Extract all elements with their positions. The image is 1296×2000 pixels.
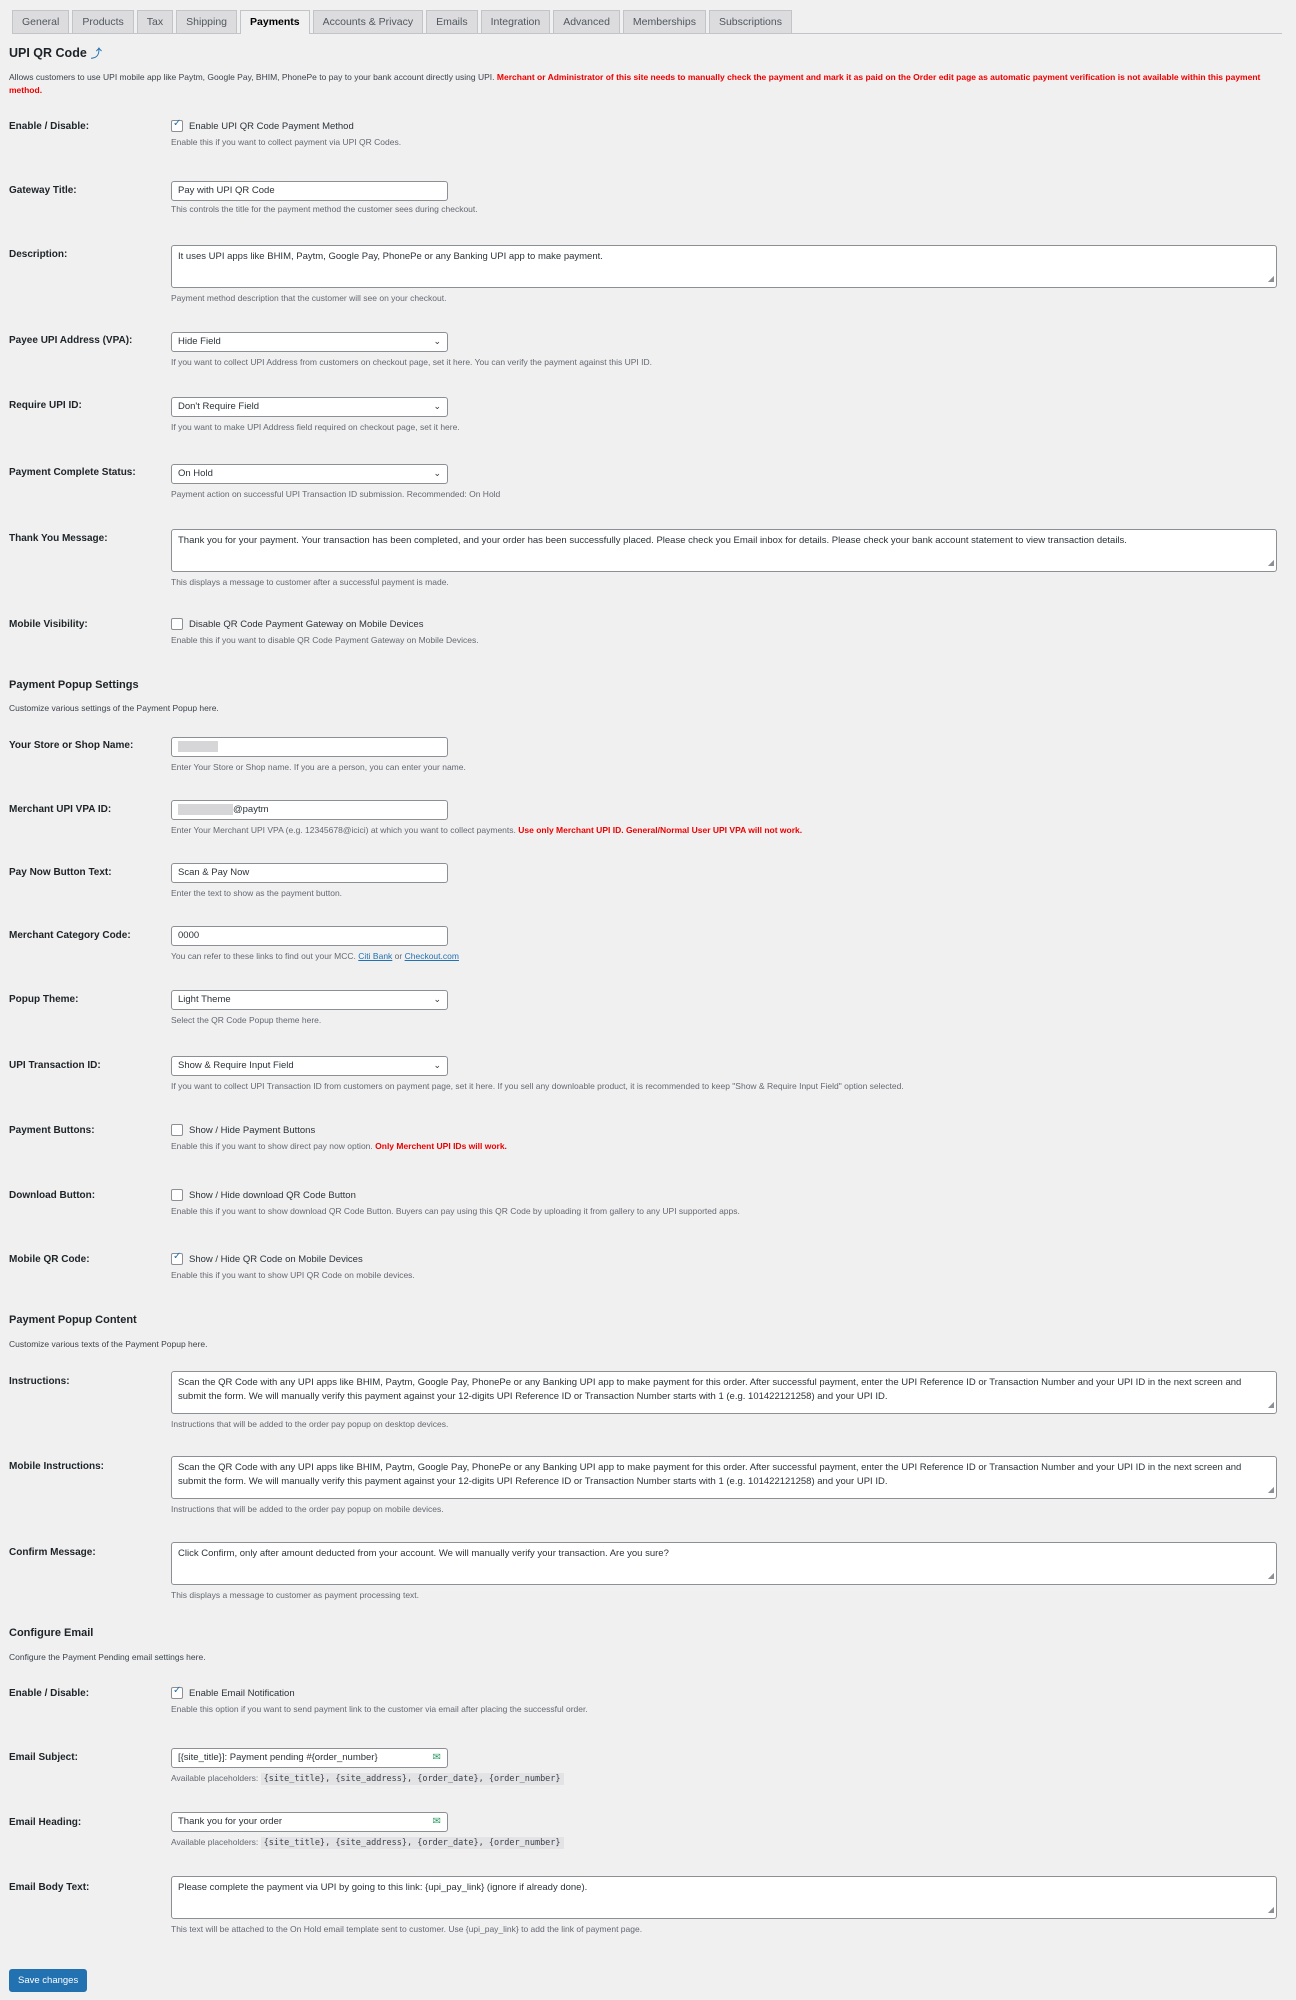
resize-handle-icon[interactable]: ◢ <box>1267 558 1274 567</box>
pay-buttons-help: Enable this if you want to show direct pay now option. <box>171 1141 373 1151</box>
field-store-name <box>171 737 466 772</box>
field-gateway-title <box>171 181 478 214</box>
return-link-icon[interactable]: ⤴ <box>90 48 102 60</box>
email-enable-checkbox[interactable] <box>171 1687 183 1699</box>
email-enable-help: Enable this option if you want to send payment link to the customer via email after placing the successful order. <box>171 1704 588 1714</box>
txn-id-value: Show & Require Input Field <box>178 1060 294 1071</box>
tab-emails[interactable]: Emails <box>426 10 478 33</box>
chevron-down-icon: ⌄ <box>433 1060 441 1070</box>
tab-memberships[interactable]: Memberships <box>623 10 706 33</box>
email-enable-check-label: Enable Email Notification <box>189 1687 295 1699</box>
section-desc-email: Configure the Payment Pending email settings here. <box>9 1652 206 1662</box>
tab-advanced[interactable]: Advanced <box>553 10 620 33</box>
field-payee-vpa <box>171 332 652 367</box>
field-pay-now <box>171 863 448 898</box>
mobile-qr-check-label: Show / Hide QR Code on Mobile Devices <box>189 1253 363 1265</box>
label-email-subject: Email Subject: <box>9 1752 78 1763</box>
chevron-down-icon: ⌄ <box>433 468 441 478</box>
enable-help: Enable this if you want to collect payment via UPI QR Codes. <box>171 137 402 147</box>
email-subject-input[interactable] <box>171 1748 448 1768</box>
pay-buttons-warning: Only Merchent UPI IDs will work. <box>375 1141 507 1151</box>
tab-accounts-privacy[interactable]: Accounts & Privacy <box>313 10 423 33</box>
label-instructions: Instructions: <box>9 1376 70 1387</box>
field-txn-id <box>171 1056 904 1091</box>
label-mcc: Merchant Category Code: <box>9 930 131 941</box>
require-upi-help: If you want to make UPI Address field required on checkout page, set it here. <box>171 422 460 432</box>
label-pay-buttons: Payment Buttons: <box>9 1125 95 1136</box>
confirm-text: Click Confirm, only after amount deducted from your account. We will manually verify your transaction. Are you sure? <box>178 1548 669 1559</box>
email-subject-placeholders <box>171 1773 564 1784</box>
gateway-title-input[interactable]: Pay with UPI QR Code <box>171 181 448 201</box>
complete-status-value: On Hold <box>178 468 213 479</box>
resize-handle-icon[interactable]: ◢ <box>1267 1571 1274 1580</box>
store-name-input[interactable] <box>171 737 448 757</box>
settings-tabs <box>12 10 1282 34</box>
email-body-text: Please complete the payment via UPI by going to this link: {upi_pay_link} (ignore if already done). <box>178 1882 588 1893</box>
description-text: It uses UPI apps like BHIM, Paytm, Google Pay, PhonePe or any Banking UPI app to make payment. <box>178 251 603 262</box>
enable-check-label: Enable UPI QR Code Payment Method <box>189 120 354 132</box>
description-help: Payment method description that the customer will see on your checkout. <box>171 293 447 303</box>
field-mobile-instructions <box>171 1456 1277 1514</box>
mobile-instructions-help: Instructions that will be added to the order pay popup on mobile devices. <box>171 1504 444 1514</box>
label-download: Download Button: <box>9 1190 96 1201</box>
merchant-vpa-warning: Use only Merchant UPI ID. General/Normal User UPI VPA will not work. <box>518 825 803 835</box>
upi-description: Allows customers to use UPI mobile app like Paytm, Google Pay, BHIM, PhonePe to pay to your bank account directly using UPI. <box>9 72 495 82</box>
complete-status-select[interactable] <box>171 464 448 484</box>
mobile-qr-checkbox[interactable] <box>171 1253 183 1265</box>
mcc-help: You can refer to these links to find out your MCC. <box>171 951 356 961</box>
tab-shipping[interactable]: Shipping <box>176 10 237 33</box>
mobile-visibility-checkbox[interactable] <box>171 618 183 630</box>
field-description <box>171 245 1277 303</box>
redacted-block <box>178 804 233 815</box>
enable-checkbox[interactable] <box>171 120 183 132</box>
upi-warning: Merchant or Administrator of this site needs to manually check the payment and mark it as paid on the Order edit page as automatic payment verification is not available within this payment method. <box>9 72 1261 95</box>
label-store-name: Your Store or Shop Name: <box>9 740 134 751</box>
instructions-text: Scan the QR Code with any UPI apps like BHIM, Paytm, Google Pay, PhonePe or any Banking UPI app to make payment for this order. After successful payment, enter the UPI Reference ID or Transaction Number and your UPI ID in the next screen and submit the form. We will manually verify this payment against your 12-digits UPI Reference ID or Transaction Number starts with 1 (e.g. 101422121258) and your UPI ID. <box>178 1377 1242 1402</box>
label-payee-vpa: Payee UPI Address (VPA): <box>9 335 133 346</box>
field-mobile-qr <box>171 1253 415 1280</box>
email-heading-value: Thank you for your order <box>178 1816 283 1827</box>
theme-value: Light Theme <box>178 994 231 1005</box>
section-desc-upi <box>9 71 1279 97</box>
merchant-vpa-input[interactable] <box>171 800 448 820</box>
instructions-help: Instructions that will be added to the order pay popup on desktop devices. <box>171 1419 449 1429</box>
placeholder-code: {site_title}, {site_address}, {order_date}, {order_number} <box>261 1773 564 1785</box>
label-pay-now: Pay Now Button Text: <box>9 867 112 878</box>
download-help: Enable this if you want to show download QR Code Button. Buyers can pay using this QR Code by uploading it from gallery to any UPI supported apps. <box>171 1206 740 1216</box>
tab-subscriptions[interactable]: Subscriptions <box>709 10 792 33</box>
label-gateway-title: Gateway Title: <box>9 185 77 196</box>
mobile-qr-help: Enable this if you want to show UPI QR Code on mobile devices. <box>171 1270 415 1280</box>
gateway-title-help: This controls the title for the payment method the customer sees during checkout. <box>171 204 478 214</box>
mcc-input[interactable]: 0000 <box>171 926 448 946</box>
tab-tax[interactable]: Tax <box>137 10 173 33</box>
section-title-popup-settings: Payment Popup Settings <box>9 679 139 691</box>
pay-buttons-help-row <box>171 1141 507 1151</box>
require-upi-value: Don't Require Field <box>178 401 260 412</box>
placeholders-label: Available placeholders: <box>171 1773 259 1783</box>
label-theme: Popup Theme: <box>9 994 79 1005</box>
field-instructions <box>171 1371 1277 1429</box>
field-merchant-vpa <box>171 800 802 835</box>
field-require-upi <box>171 397 460 432</box>
field-theme <box>171 990 448 1025</box>
label-mobile-visibility: Mobile Visibility: <box>9 619 88 630</box>
field-email-body <box>171 1876 1277 1934</box>
chevron-down-icon: ⌄ <box>433 336 441 346</box>
field-email-heading <box>171 1812 564 1848</box>
label-txn-id: UPI Transaction ID: <box>9 1060 101 1071</box>
label-enable: Enable / Disable: <box>9 121 90 132</box>
payee-vpa-value: Hide Field <box>178 336 221 347</box>
theme-help: Select the QR Code Popup theme here. <box>171 1015 322 1025</box>
label-mobile-qr: Mobile QR Code: <box>9 1254 90 1265</box>
chevron-down-icon: ⌄ <box>433 401 441 411</box>
upi-title: UPI QR Code <box>9 46 87 60</box>
section-desc-popup-settings: Customize various settings of the Payment Popup here. <box>9 703 219 713</box>
label-email-heading: Email Heading: <box>9 1817 82 1828</box>
label-complete-status: Payment Complete Status: <box>9 467 136 478</box>
pay-buttons-checkbox[interactable] <box>171 1124 183 1136</box>
require-upi-select[interactable] <box>171 397 448 417</box>
email-body-textarea[interactable] <box>171 1876 1277 1919</box>
label-email-body: Email Body Text: <box>9 1882 90 1893</box>
label-thank-you: Thank You Message: <box>9 533 108 544</box>
txn-id-select[interactable] <box>171 1056 448 1076</box>
thank-you-help: This displays a message to customer after a successful payment is made. <box>171 577 449 587</box>
mcc-help-row <box>171 951 459 961</box>
txn-id-help: If you want to collect UPI Transaction ID from customers on payment page, set it here. If you sell any downloable product, it is recommended to keep "Show & Require Input Field" option selected. <box>171 1081 904 1091</box>
save-changes-button[interactable]: Save changes <box>9 1969 87 1992</box>
download-check-label: Show / Hide download QR Code Button <box>189 1189 356 1201</box>
thank-you-textarea[interactable] <box>171 529 1277 572</box>
field-enable <box>171 120 401 147</box>
field-complete-status <box>171 464 500 499</box>
email-subject-value: [{site_title}]: Payment pending #{order_number} <box>178 1752 378 1763</box>
store-name-help: Enter Your Store or Shop name. If you are a person, you can enter your name. <box>171 762 466 772</box>
placeholder-picker-icon[interactable]: ✉ <box>432 1752 441 1763</box>
field-download <box>171 1189 740 1216</box>
payee-vpa-select[interactable] <box>171 332 448 352</box>
label-description: Description: <box>9 249 68 260</box>
mobile-visibility-help: Enable this if you want to disable QR Code Payment Gateway on Mobile Devices. <box>171 635 479 645</box>
redacted-block <box>178 741 218 752</box>
field-confirm <box>171 1542 1277 1600</box>
section-title-upi <box>9 45 102 61</box>
complete-status-help: Payment action on successful UPI Transaction ID submission. Recommended: On Hold <box>171 489 501 499</box>
section-title-popup-content: Payment Popup Content <box>9 1314 137 1326</box>
mobile-instructions-textarea[interactable] <box>171 1456 1277 1499</box>
placeholder-picker-icon[interactable]: ✉ <box>432 1816 441 1827</box>
theme-select[interactable] <box>171 990 448 1010</box>
pay-buttons-check-label: Show / Hide Payment Buttons <box>189 1124 316 1136</box>
label-merchant-vpa: Merchant UPI VPA ID: <box>9 804 112 815</box>
chevron-down-icon: ⌄ <box>433 994 441 1004</box>
mobile-instructions-text: Scan the QR Code with any UPI apps like BHIM, Paytm, Google Pay, PhonePe or any Banking UPI app to make payment for this order. After successful payment, enter the UPI Reference ID or Transaction Number and your UPI ID in the next screen and submit the form. We will manually verify this payment against your 12-digits UPI Reference ID or Transaction Number starts with 1 (e.g. 101422121258) and your UPI ID. <box>178 1462 1242 1487</box>
mcc-or: or <box>394 951 403 961</box>
field-pay-buttons <box>171 1124 507 1151</box>
thank-you-text: Thank you for your payment. Your transaction has been completed, and your order has been successfully placed. Please check you Email inbox for details. Please check your bank account statement to view transaction details. <box>178 535 1127 546</box>
tab-products[interactable]: Products <box>72 10 133 33</box>
tab-payments[interactable]: Payments <box>240 10 310 34</box>
confirm-textarea[interactable] <box>171 1542 1277 1585</box>
payee-vpa-help: If you want to collect UPI Address from customers on checkout page, set it here. You can verify the payment against this UPI ID. <box>171 357 652 367</box>
field-mobile-visibility <box>171 618 479 645</box>
resize-handle-icon[interactable]: ◢ <box>1267 274 1274 283</box>
email-heading-input[interactable] <box>171 1812 448 1832</box>
label-require-upi: Require UPI ID: <box>9 400 82 411</box>
section-title-email: Configure Email <box>9 1627 94 1639</box>
field-email-subject <box>171 1748 564 1784</box>
email-heading-placeholders <box>171 1837 564 1848</box>
merchant-vpa-help-row <box>171 825 802 835</box>
mobile-visibility-check-label: Disable QR Code Payment Gateway on Mobile Devices <box>189 618 424 630</box>
section-desc-popup-content: Customize various texts of the Payment Popup here. <box>9 1339 208 1349</box>
tab-integration[interactable]: Integration <box>481 10 551 33</box>
citi-bank-link[interactable]: Citi Bank <box>358 951 393 961</box>
label-confirm: Confirm Message: <box>9 1547 96 1558</box>
resize-handle-icon[interactable]: ◢ <box>1267 1400 1274 1409</box>
pay-now-input[interactable]: Scan & Pay Now <box>171 863 448 883</box>
download-checkbox[interactable] <box>171 1189 183 1201</box>
placeholders-label: Available placeholders: <box>171 1837 259 1847</box>
merchant-vpa-value: @paytm <box>233 804 269 816</box>
description-textarea[interactable] <box>171 245 1277 288</box>
merchant-vpa-help: Enter Your Merchant UPI VPA (e.g. 12345678@icici) at which you want to collect payments. <box>171 825 516 835</box>
instructions-textarea[interactable] <box>171 1371 1277 1414</box>
resize-handle-icon[interactable]: ◢ <box>1267 1905 1274 1914</box>
field-thank-you <box>171 529 1277 587</box>
resize-handle-icon[interactable]: ◢ <box>1267 1485 1274 1494</box>
confirm-help: This displays a message to customer as payment processing text. <box>171 1590 420 1600</box>
label-email-enable: Enable / Disable: <box>9 1688 90 1699</box>
tab-general[interactable]: General <box>12 10 69 33</box>
checkout-link[interactable]: Checkout.com <box>404 951 459 961</box>
field-email-enable <box>171 1687 588 1714</box>
field-mcc <box>171 926 459 961</box>
label-mobile-instructions: Mobile Instructions: <box>9 1461 104 1472</box>
pay-now-help: Enter the text to show as the payment button. <box>171 888 343 898</box>
email-body-help: This text will be attached to the On Hold email template sent to customer. Use {upi_pay_link} to add the link of payment page. <box>171 1924 643 1934</box>
placeholder-code: {site_title}, {site_address}, {order_date}, {order_number} <box>261 1837 564 1849</box>
